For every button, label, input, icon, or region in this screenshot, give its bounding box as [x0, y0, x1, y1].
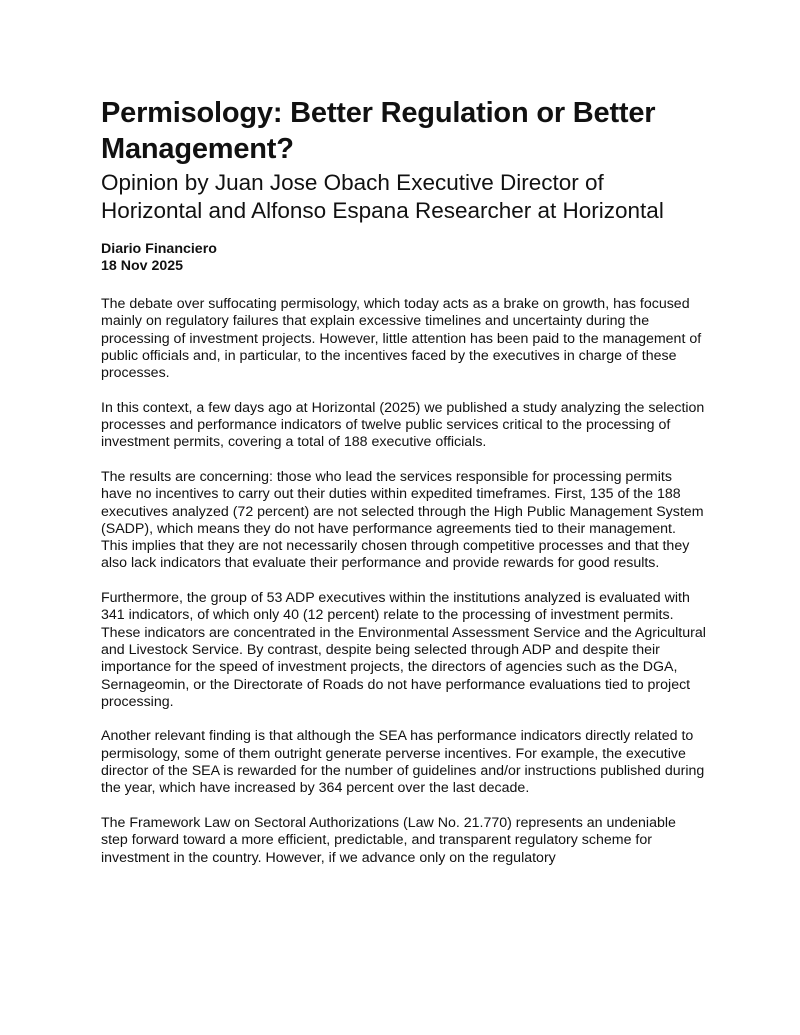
paragraph: Furthermore, the group of 53 ADP executives within the institutions analyzed is evaluated with 341 indicators, of which only 40 (12 percent) relate to the processing of investment permits. These indicators are concentrated in the Environmental Assessment Service and the Agricultural and Livestock Service. By contrast, despite being selected through ADP and despite their importance for the speed of investment projects, the directors of agencies such as the DGA, Sernageomin, or the Directorate of Roads do not have performance evaluations tied to project processing. — [101, 590, 706, 710]
paragraph: In this context, a few days ago at Horizontal (2025) we published a study analyzing the selection processes and performance indicators of twelve public services critical to the processing of investment permits, covering a total of 188 executive officials. — [101, 399, 705, 451]
article-page — [101, 95, 706, 884]
paragraph: The Framework Law on Sectoral Authorizations (Law No. 21.770) represents an undeniable step forward toward a more efficient, predictable, and transparent regulatory scheme for investment in the country. However, if we advance only on the regulatory — [101, 814, 676, 866]
paragraph: The debate over suffocating permisology, which today acts as a brake on growth, has focused mainly on regulatory failures that explain excessive timelines and uncertainty during the processing of investment projects. However, little attention has been paid to the management of public officials and, in particular, to the incentives faced by the executives in charge of these processes. — [101, 296, 702, 382]
paragraph: The results are concerning: those who lead the services responsible for processing permits have no incentives to carry out their duties within expedited timeframes. First, 135 of the 188 executives analyzed (72 percent) are not selected through the High Public Management System (SADP), which means they do not have performance agreements tied to their management. This implies that they are not necessarily chosen through competitive processes and that they also lack indicators that evaluate their performance and provide rewards for good results. — [101, 468, 704, 572]
publication-date: 18 Nov 2025 — [101, 258, 184, 274]
paragraph: Another relevant finding is that although the SEA has performance indicators directly related to permisology, some of them outright generate perverse incentives. For example, the executive director of the SEA is rewarded for the number of guidelines and/or instructions published during the year, which have increased by 364 percent over the last decade. — [101, 728, 705, 797]
article-title: Permisology: Better Regulation or Better Management? — [101, 97, 656, 165]
article-meta — [101, 241, 706, 275]
article-body — [101, 296, 706, 867]
publication-source: Diario Financiero — [101, 241, 217, 257]
article-subtitle: Opinion by Juan Jose Obach Executive Director of Horizontal and Alfonso Espana Researcher at Horizontal — [101, 170, 664, 223]
